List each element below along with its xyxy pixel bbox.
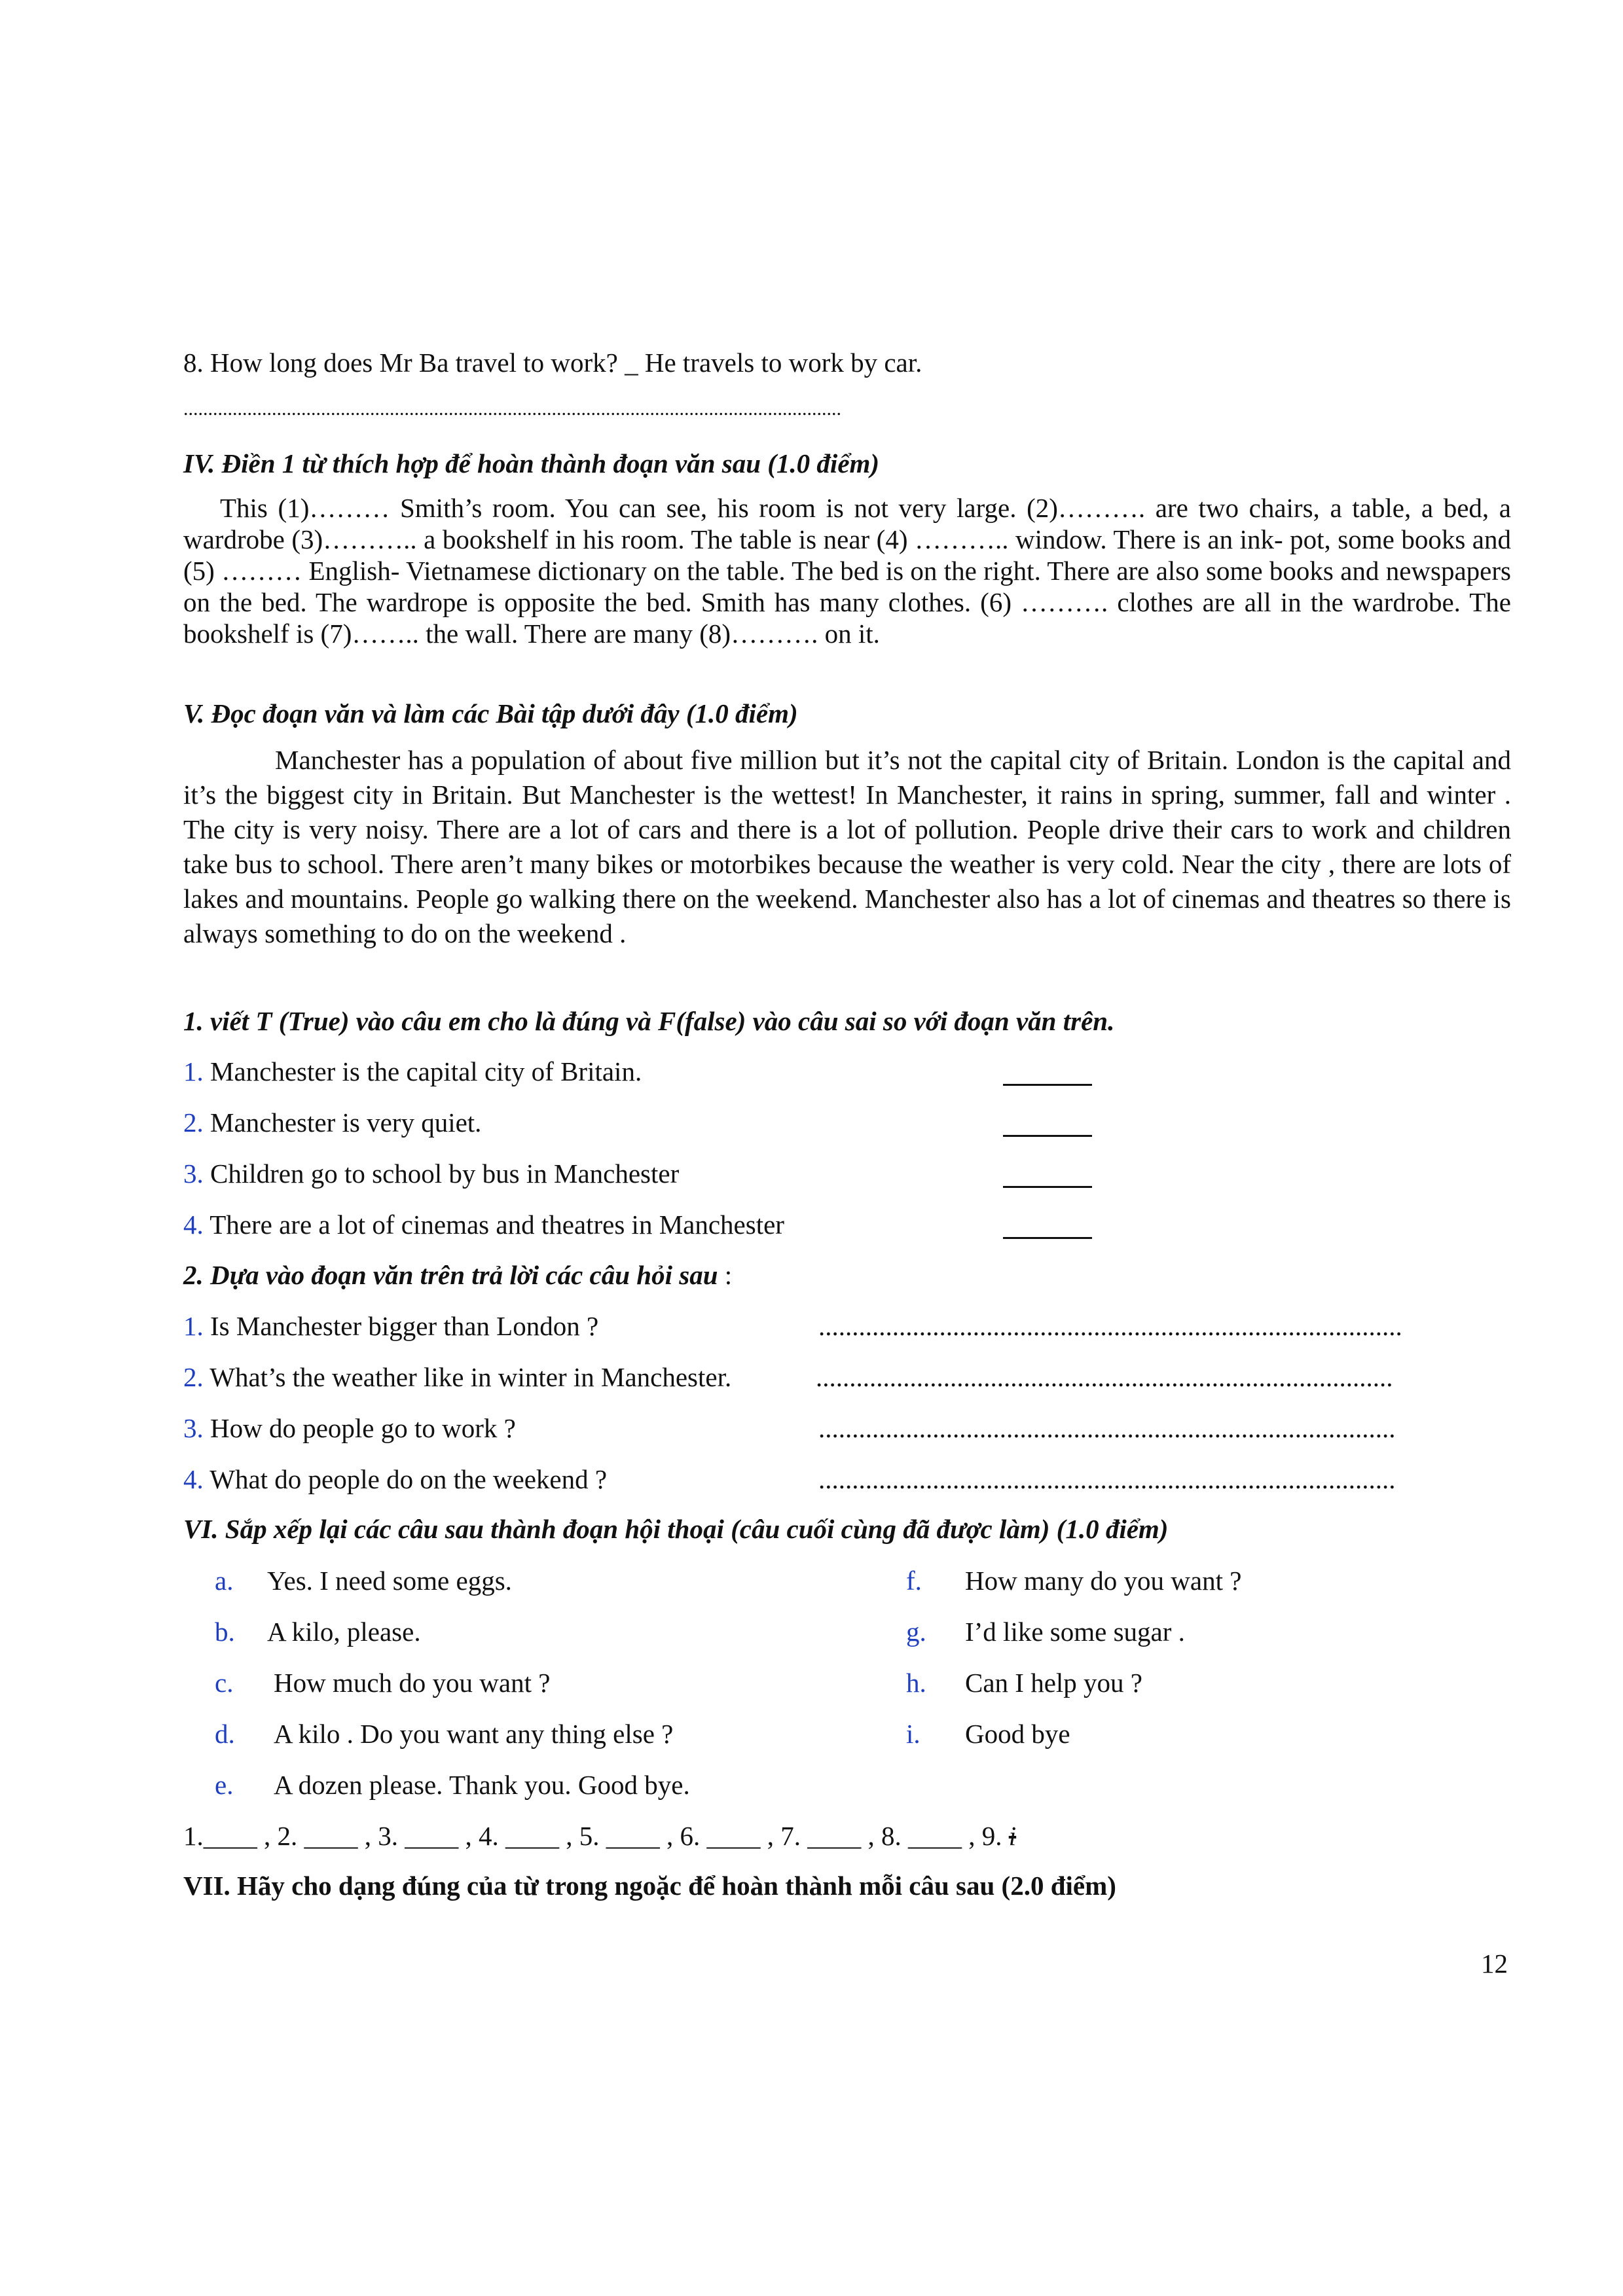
- section-4-passage: This (1)……… Smith’s room. You can see, his room is not very large. (2)………. are two chairs, a table, a bed, a wardrobe (3)……….. a bookshelf in his room. The table is near (4) ……….. window. There is an ink- pot, some books and (5) ……… English- Vietnamese dictionary on the table. The bed is on the right. There are also some books and newspapers on the bed. The wardrope is opposite the bed. Smith has many clothes. (6) ………. clothes are all in the wardrobe. The bookshelf is (7)…….. the wall. There are many (8)………. on it.: [183, 493, 1511, 649]
- answer-dots[interactable]: ......................................................................................: [818, 1413, 1396, 1443]
- option-text: A kilo, please.: [267, 1617, 421, 1647]
- item-text: Is Manchester bigger than London ?: [210, 1311, 599, 1341]
- true-false-item: [183, 1056, 642, 1087]
- answer-blank[interactable]: [1003, 1134, 1092, 1137]
- dialogue-option: [906, 1565, 1241, 1596]
- answer-dots[interactable]: .......................................................................................: [818, 1311, 1402, 1341]
- item-number: 1.: [183, 1311, 204, 1341]
- item-text: There are a lot of cinemas and theatres in Manchester: [210, 1210, 784, 1240]
- dialogue-option: [906, 1616, 1185, 1647]
- task-2-heading: 2. Dựa vào đoạn văn trên trả lời các câu hỏi sau :: [183, 1260, 733, 1290]
- dialogue-option: [215, 1616, 421, 1647]
- given-answer: i: [1008, 1821, 1017, 1851]
- item-number: 3.: [183, 1158, 204, 1189]
- item-text: What’s the weather like in winter in Manchester.: [210, 1362, 732, 1392]
- section-5-passage: Manchester has a population of about five million but it’s not the capital city of Britain. London is the capital and it’s the biggest city in Britain. But Manchester is the wettest! In Manchester, it rains in spring, summer, fall and winter . The city is very noisy. There are a lot of cars and there is a lot of pollution. People drive their cars to work and children take bus to school. There aren’t many bikes or motorbikes because the weather is very cold. Near the city , there are lots of lakes and mountains. People go walking there on the weekend. Manchester also has a lot of cinemas and theatres so there is always something to do on the weekend .: [183, 745, 1511, 948]
- option-text: I’d like some sugar .: [965, 1617, 1185, 1647]
- dialogue-option: [215, 1565, 512, 1596]
- item-number: 4.: [183, 1210, 204, 1240]
- item-number: 2.: [183, 1107, 204, 1138]
- answer-blank[interactable]: [1003, 1236, 1092, 1239]
- answer-blank[interactable]: [1003, 1083, 1092, 1086]
- option-letter: g.: [906, 1617, 926, 1647]
- section-6-heading: VI. Sắp xếp lại các câu sau thành đoạn hội thoại (câu cuối cùng đã được làm) (1.0 điểm): [183, 1514, 1169, 1544]
- question-item: [183, 1463, 607, 1495]
- option-text: Can I help you ?: [965, 1668, 1142, 1698]
- option-letter: b.: [215, 1617, 235, 1647]
- item-text: How do people go to work ?: [210, 1413, 516, 1443]
- question-8: 8. How long does Mr Ba travel to work? _ He travels to work by car.: [183, 348, 922, 378]
- section-5-heading: V. Đọc đoạn văn và làm các Bài tập dưới đây (1.0 điểm): [183, 698, 798, 728]
- true-false-item: [183, 1158, 679, 1189]
- question-item: [183, 1361, 731, 1393]
- option-letter: f.: [906, 1566, 922, 1596]
- item-number: 3.: [183, 1413, 204, 1443]
- question-item: [183, 1310, 598, 1342]
- dialogue-option: [906, 1667, 1142, 1698]
- true-false-item: [183, 1107, 481, 1138]
- option-letter: i.: [906, 1719, 921, 1749]
- option-letter: d.: [215, 1719, 235, 1749]
- item-number: 4.: [183, 1464, 204, 1494]
- dialogue-option: [906, 1718, 1070, 1749]
- option-letter: h.: [906, 1668, 926, 1698]
- dialogue-option: [215, 1769, 690, 1801]
- option-letter: e.: [215, 1770, 234, 1800]
- dialogue-option: [215, 1667, 550, 1698]
- answer-dots[interactable]: ......................................................................................: [818, 1464, 1396, 1494]
- dialogue-option: [215, 1718, 673, 1749]
- answer-blank[interactable]: [1003, 1185, 1092, 1188]
- item-text: Manchester is very quiet.: [210, 1107, 482, 1138]
- dialogue-order-answer-line[interactable]: 1.____ , 2. ____ , 3. ____ , 4. ____ , 5. ____ , 6. ____ , 7. ____ , 8. ____ , 9. i: [183, 1821, 1017, 1851]
- item-text: Children go to school by bus in Manchester: [210, 1158, 680, 1189]
- option-text: A dozen please. Thank you. Good bye.: [274, 1770, 690, 1800]
- task-1-heading: 1. viết T (True) vào câu em cho là đúng và F(false) vào câu sai so với đoạn văn trên.: [183, 1006, 1115, 1036]
- option-text: How much do you want ?: [274, 1668, 551, 1698]
- option-letter: a.: [215, 1566, 234, 1596]
- item-number: 2.: [183, 1362, 204, 1392]
- option-text: Good bye: [965, 1719, 1070, 1749]
- page-number: 12: [1481, 1948, 1508, 1979]
- option-letter: c.: [215, 1668, 234, 1698]
- option-text: Yes. I need some eggs.: [267, 1566, 512, 1596]
- section-7-heading: VII. Hãy cho dạng đúng của từ trong ngoặc để hoàn thành mỗi câu sau (2.0 điểm): [183, 1871, 1116, 1901]
- question-8-answer-line: ......................................................................................................................................: [183, 398, 841, 420]
- question-item: [183, 1412, 516, 1444]
- option-text: How many do you want ?: [965, 1566, 1242, 1596]
- item-number: 1.: [183, 1056, 204, 1086]
- true-false-item: [183, 1209, 784, 1240]
- option-text: A kilo . Do you want any thing else ?: [274, 1719, 674, 1749]
- section-4-heading: IV. Điền 1 từ thích hợp để hoàn thành đoạn văn sau (1.0 điểm): [183, 448, 880, 478]
- item-text: Manchester is the capital city of Britain.: [210, 1056, 642, 1086]
- item-text: What do people do on the weekend ?: [210, 1464, 608, 1494]
- answer-dots[interactable]: ......................................................................................: [816, 1362, 1393, 1392]
